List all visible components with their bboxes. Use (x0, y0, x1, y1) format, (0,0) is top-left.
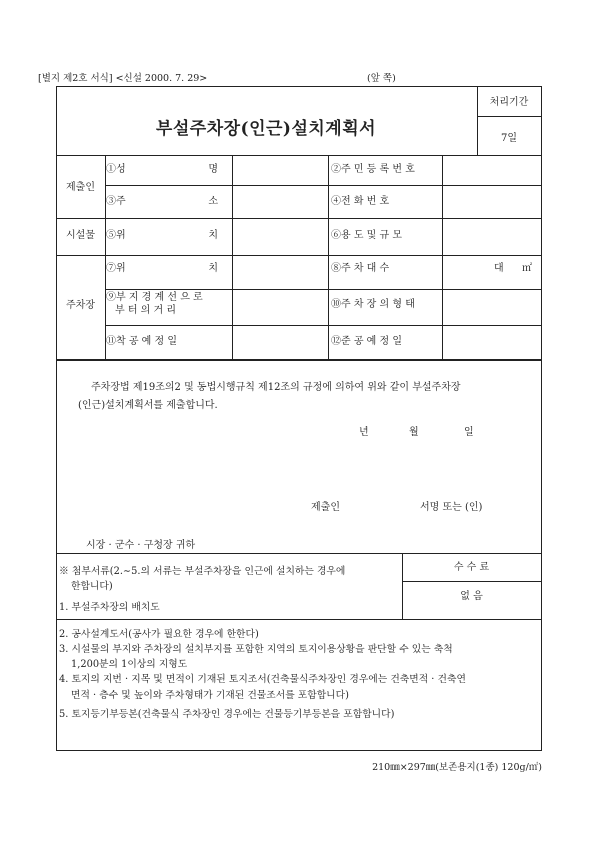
parking-area-unit: ㎡ (522, 263, 532, 274)
date-month: 월 (409, 427, 419, 438)
rrn-label: ②주 민 등 록 번 호 (331, 164, 415, 175)
statement-line-2: (인근)설치계획서를 제출합니다. (78, 400, 218, 411)
boundary-distance-label-1: ⑨부 지 경 계 선 으 로 (106, 292, 203, 303)
attachments-intro-2: 한합니다) (71, 581, 113, 592)
form-number: [별지 제2호 서식] <신설 2000. 7. 29> (38, 73, 208, 84)
recipient-label: 시장 · 군수 · 구청장 귀하 (86, 540, 196, 551)
date-day: 일 (464, 427, 474, 438)
attachment-item: 2. 공사설계도서(공사가 필요한 경우에 한한다) (59, 629, 259, 640)
phone-label: ④전 화 번 호 (331, 196, 390, 207)
start-date-label: ⑪착 공 예 정 일 (106, 336, 178, 347)
parking-type-input[interactable] (442, 289, 540, 324)
processing-value: 7일 (500, 133, 518, 144)
attachment-item: 3. 시설물의 부지와 주차장의 설치부지를 포함한 지역의 토지이용상황을 판단할 수 있는 축척 (59, 644, 453, 655)
signature-label: 서명 또는 (인) (420, 502, 483, 513)
date-year: 년 (359, 427, 369, 438)
address-input[interactable] (232, 186, 327, 218)
parking-section-label: 주차장 (66, 300, 95, 311)
submitter-label: 제출인 (311, 502, 340, 513)
use-scale-label: ⑥용 도 및 규 모 (331, 230, 403, 241)
attachment-item: 1,200분의 1이상의 지형도 (71, 659, 188, 670)
applicant-section-label: 제출인 (66, 182, 95, 193)
facility-location-input[interactable] (232, 219, 327, 254)
processing-divider (477, 116, 542, 117)
boundary-distance-input[interactable] (232, 289, 327, 324)
col-line-1 (105, 155, 106, 359)
form-title: 부설주차장(인근)설치계획서 (155, 119, 377, 139)
rrn-input[interactable] (442, 155, 540, 187)
attachment-item: 면적 · 층수 및 높이와 주차형태가 기재된 건물조서를 포함합니다) (71, 690, 349, 701)
page-side: (앞 쪽) (367, 73, 396, 84)
phone-input[interactable] (442, 186, 540, 218)
start-date-input[interactable] (232, 325, 327, 357)
processing-label: 처리기간 (489, 97, 529, 108)
statement-line-1: 주차장법 제19조의2 및 동법시행규칙 제12조의 규정에 의하여 위와 같이 부설주차장 (91, 382, 461, 393)
col-line-3 (328, 155, 329, 359)
name-input[interactable] (232, 155, 327, 187)
finish-date-label: ⑫준 공 예 정 일 (331, 336, 403, 347)
attachment-item: 4. 토지의 지번 · 지목 및 면적이 기재된 토지조서(건축물식주차장인 경우에는 건축면적 · 건축연 (59, 674, 466, 685)
fee-divider (402, 581, 542, 582)
facility-location-label: ⑤위 치 (106, 230, 218, 241)
boundary-distance-label-2: 부 터 의 거 리 (115, 305, 177, 316)
parking-type-label: ⑩주 차 장 의 형 태 (331, 299, 415, 310)
row-line-6 (57, 359, 542, 361)
parking-count-unit: 대 (494, 263, 504, 274)
attachment-item: 1. 부설주차장의 배치도 (59, 602, 160, 613)
paper-spec: 210㎜×297㎜(보존용지(1종) 120g/㎡) (372, 762, 542, 773)
address-label: ③주 소 (106, 196, 218, 207)
fee-label: 수 수 료 (453, 562, 490, 573)
parking-count-label: ⑧주 차 대 수 (331, 263, 390, 274)
name-label: ①성 명 (106, 164, 218, 175)
attachments-intro-1: ※ 첨부서류(2.∼5.의 서류는 부설주차장을 인근에 설치하는 경우에 (59, 566, 346, 577)
use-scale-input[interactable] (442, 219, 540, 254)
parking-location-label: ⑦위 치 (106, 263, 218, 274)
fee-value: 없 음 (460, 591, 483, 602)
row-line-8 (57, 619, 542, 620)
facility-section-label: 시설물 (66, 230, 95, 241)
attachment-item: 5. 토지등기부등본(건축물식 주차장인 경우에는 건물등기부등본을 포함합니다) (59, 709, 395, 720)
parking-location-input[interactable] (232, 255, 327, 288)
row-line-7 (57, 553, 542, 554)
finish-date-input[interactable] (442, 325, 540, 357)
